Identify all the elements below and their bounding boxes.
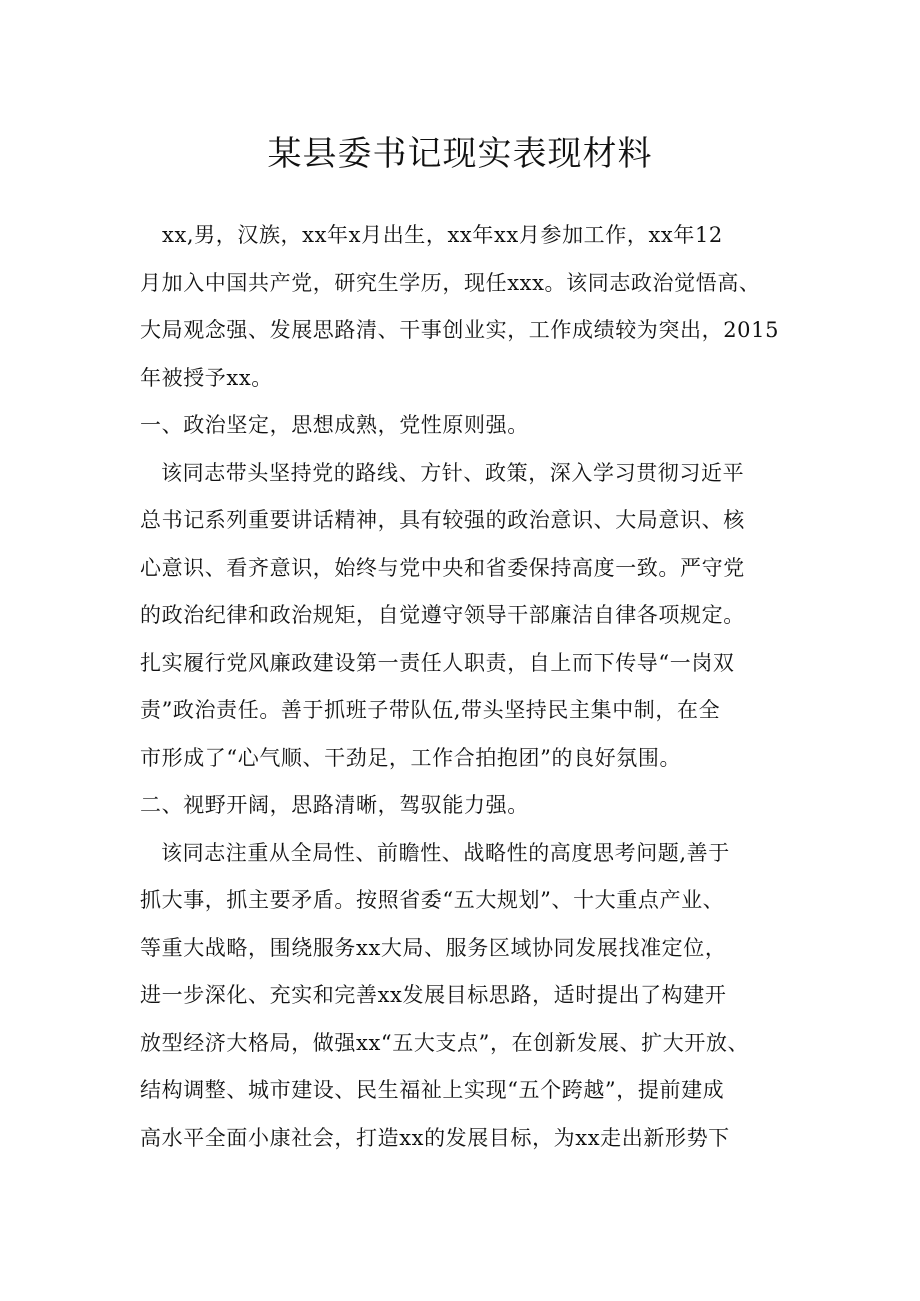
paragraph-line: 放型经济大格局，做强xx“五大支点”，在创新发展、扩大开放、 — [140, 1030, 750, 1055]
paragraph-line: 等重大战略，围绕服务xx大局、服务区域协同发展找准定位， — [140, 935, 727, 960]
section-heading: 一、政治坚定，思想成熟，党性原则强。 — [140, 413, 529, 437]
document-body — [140, 212, 800, 1162]
paragraph-line: 心意识、看齐意识，始终与党中央和省委保持高度一致。严守党 — [140, 555, 745, 580]
paragraph-line: 总书记系列重要讲话精神，具有较强的政治意识、大局意识、核 — [140, 508, 745, 532]
paragraph-line: 市形成了“心气顺、干劲足，工作合拍抱团”的良好氛围。 — [140, 745, 682, 770]
paragraph-line: 月加入中国共产党，研究生学历，现任xxx。该同志政治觉悟高、 — [140, 270, 761, 295]
document-title: 某县委书记现实表现材料 — [267, 134, 653, 174]
paragraph-line: 年被授予xx。 — [140, 365, 273, 390]
paragraph-line: 大局观念强、发展思路清、干事创业实，工作成绩较为突出，2015 — [140, 318, 780, 342]
paragraph-line: 结构调整、城市建设、民生福祉上实现“五个跨越”，提前建成 — [140, 1078, 725, 1102]
paragraph-line: xx,男，汉族，xx年x月出生，xx年xx月参加工作，xx年12 — [162, 223, 723, 247]
paragraph-line: 该同志注重从全局性、前瞻性、战略性的高度思考问题,善于 — [161, 840, 730, 865]
paragraph-line: 高水平全面小康社会，打造xx的发展目标，为xx走出新形势下 — [140, 1125, 730, 1150]
paragraph-line: 该同志带头坚持党的路线、方针、政策，深入学习贯彻习近平 — [161, 460, 745, 485]
section-heading: 二、视野开阔，思路清晰，驾驭能力强。 — [140, 793, 529, 817]
paragraph-line: 扎实履行党风廉政建设第一责任人职责，自上而下传导“一岗双 — [140, 650, 735, 675]
paragraph-line: 抓大事，抓主要矛盾。按照省委“五大规划”、十大重点产业、 — [140, 888, 725, 912]
paragraph-line: 责”政治责任。善于抓班子带队伍,带头坚持民主集中制，在全 — [140, 698, 721, 722]
paragraph-line: 进一步深化、充实和完善xx发展目标思路，适时提出了构建开 — [140, 983, 727, 1007]
paragraph-line: 的政治纪律和政治规矩，自觉遵守领导干部廉洁自律各项规定。 — [140, 603, 745, 627]
